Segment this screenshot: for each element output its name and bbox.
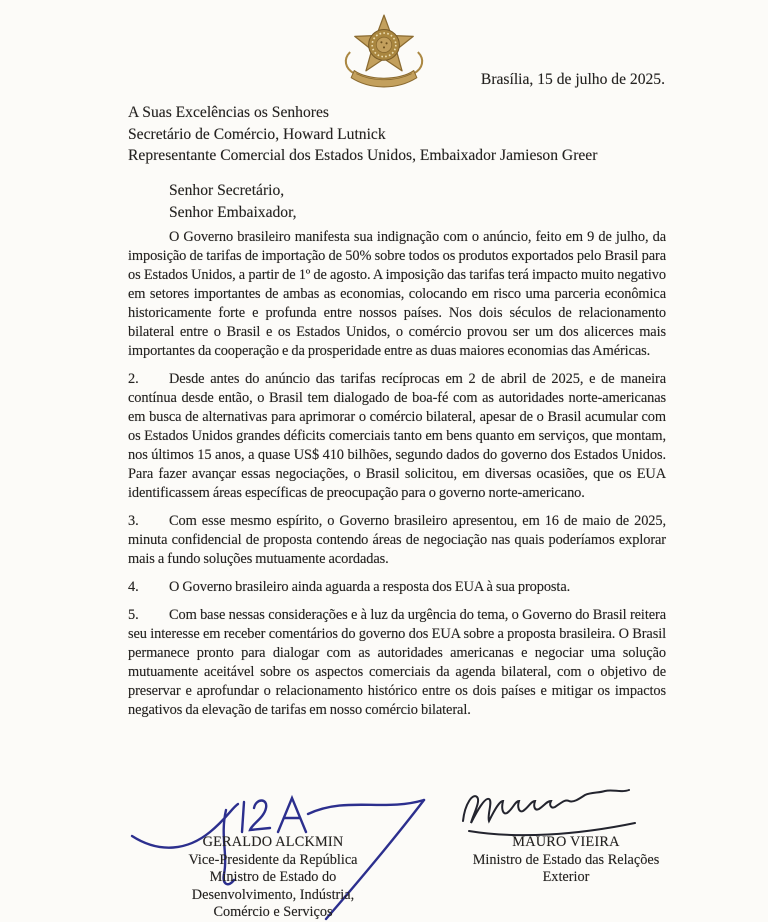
paragraph-4 bbox=[128, 578, 666, 597]
paragraph-5 bbox=[128, 606, 666, 720]
signature-block-vieira bbox=[438, 834, 694, 887]
paragraph-text: O Governo brasileiro manifesta sua indignação com o anúncio, feito em 9 de julho, da imposição de tarifas de importação de 50% sobre todos os produtos exportados pelo Brasil para os Estados Unidos, a partir de 1º de agosto. A imposição das tarifas terá impacto muito negativo em setores importantes de ambas as economias, colocando em risco uma parceria econômica historicamente forte e profunda entre nossos países. Nos dois séculos de relacionamento bilateral entre o Brasil e os Estados Unidos, o comércio provou ser um dos alicerces mais importantes da cooperação e da prosperidade entre as duas maiores economias das Américas. bbox=[128, 229, 666, 359]
signer-title: Ministro de Estado das Relações bbox=[472, 851, 660, 868]
salutation-line: Senhor Embaixador, bbox=[169, 203, 297, 221]
signer-title: Vice-Presidente da República bbox=[188, 851, 358, 868]
paragraph-1 bbox=[128, 228, 666, 361]
dateline: Brasília, 15 de julho de 2025. bbox=[480, 71, 665, 88]
signer-name: GERALDO ALCKMIN bbox=[202, 834, 344, 850]
addressee-block bbox=[128, 102, 597, 167]
paragraph-text: Com esse mesmo espírito, o Governo brasileiro apresentou, em 16 de maio de 2025, minuta confidencial de proposta contendo áreas de negociação nas quais poderíamos explorar mais a fundo soluções mutuamente acordadas. bbox=[128, 513, 666, 567]
signer-title: Exterior bbox=[542, 869, 590, 886]
salutation-block bbox=[169, 180, 297, 223]
addressee-line: Representante Comercial dos Estados Unidos, Embaixador Jamieson Greer bbox=[128, 147, 598, 165]
paragraph-3 bbox=[128, 512, 666, 569]
vieira-signature-icon bbox=[455, 785, 661, 839]
paragraph-text: O Governo brasileiro ainda aguarda a resposta dos EUA à sua proposta. bbox=[169, 579, 571, 595]
addressee-line: Secretário de Comércio, Howard Lutnick bbox=[128, 125, 386, 143]
letter-body bbox=[128, 228, 666, 720]
paragraph-text: Com base nessas considerações e à luz da urgência do tema, o Governo do Brasil reitera seu interesse em receber comentários do governo dos EUA sobre a proposta brasileira. O Brasil permanece pronto para dialogar com as autoridades americanas e negociar uma solução mutuamente aceitável sobre os aspectos comerciais da agenda bilateral, com o objetivo de preservar e aprofundar o relacionamento histórico entre os dois países e mitigar os impactos negativos da elevação de tarifas em nosso comércio bilateral. bbox=[128, 607, 666, 718]
signer-title: Comércio e Serviços bbox=[213, 904, 333, 921]
paragraph-number: 4. bbox=[128, 579, 139, 595]
signature-block-alckmin bbox=[145, 834, 401, 922]
addressee-line: A Suas Excelências os Senhores bbox=[128, 104, 329, 121]
paragraph-2 bbox=[128, 370, 666, 503]
paragraph-text: Desde antes do anúncio das tarifas recíprocas em 2 de abril de 2025, e de maneira contínua desde então, o Brasil tem dialogado de boa-fé com as autoridades norte-americanas em busca de alternativas para aprimorar o comércio bilateral, apesar de o Brasil acumular com os Estados Unidos grandes déficits comerciais tanto em bens quanto em serviços, que montam, nos últimos 15 anos, a quase US$ 410 bilhões, segundo dados do governo dos Estados Unidos. Para fazer avançar essas negociações, o Brasil solicitou, em diversas ocasiões, que os EUA identificassem áreas específicas de preocupação para o governo norte-americano. bbox=[128, 371, 666, 501]
paragraph-number: 5. bbox=[128, 607, 139, 623]
brazil-coat-of-arms-icon bbox=[339, 11, 429, 89]
signer-name: MAURO VIEIRA bbox=[512, 834, 620, 850]
salutation-line: Senhor Secretário, bbox=[169, 182, 285, 199]
paragraph-number: 2. bbox=[128, 371, 139, 387]
signer-title: Ministro de Estado do bbox=[209, 869, 337, 886]
paragraph-number: 3. bbox=[128, 513, 139, 529]
signer-title: Desenvolvimento, Indústria, bbox=[191, 886, 355, 903]
